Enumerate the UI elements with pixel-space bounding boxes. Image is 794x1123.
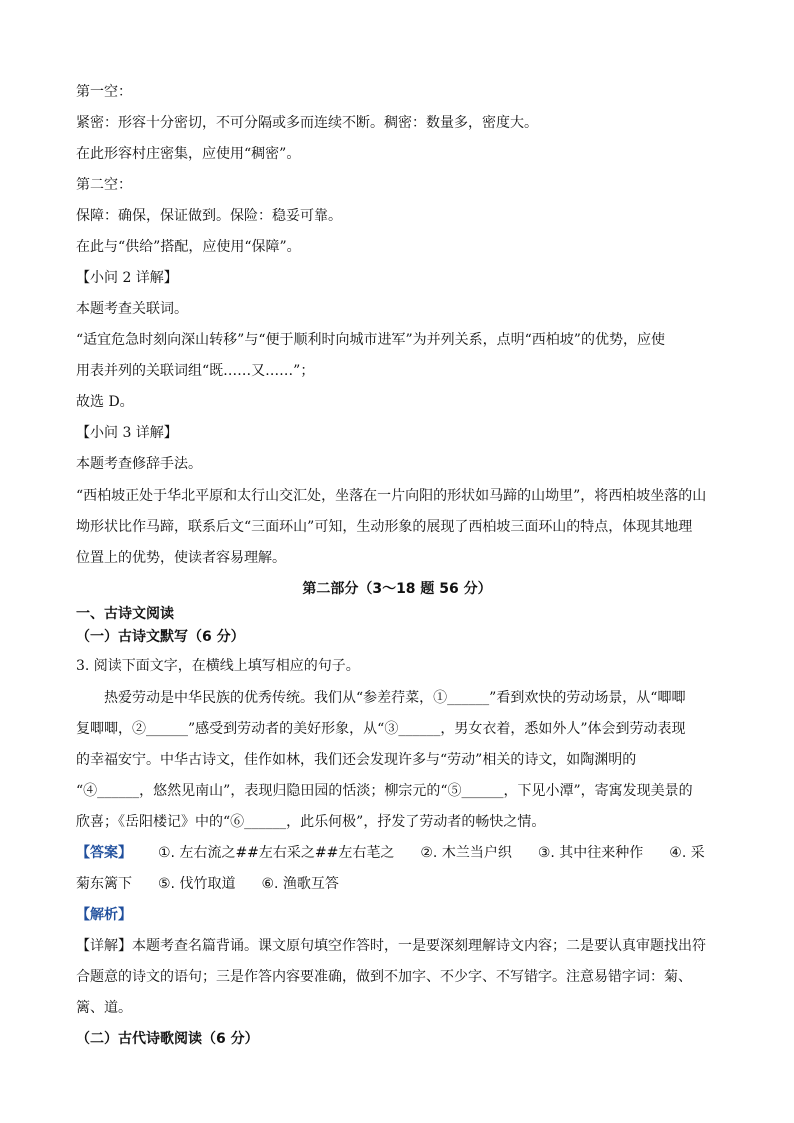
answer-item: ②. 木兰当户织	[420, 845, 512, 861]
passage-line: “④______，悠然见南山”，表现归隐田园的恬淡；柳宗元的“⑤______，下见小潭”，寄寓发现美景的	[76, 783, 693, 799]
text-line: 在此形容村庄密集，应使用“稠密”。	[76, 146, 301, 162]
answer-item: ⑤. 伐竹取道	[158, 876, 236, 892]
answer-item: ①. 左右流之##左右采之##左右芼之	[158, 845, 395, 861]
text-line: 第一空：	[76, 84, 132, 100]
subsection-title: （二）古代诗歌阅读（6 分）	[76, 1031, 259, 1047]
analysis-label: 【解析】	[76, 907, 132, 923]
text-line: 用表并列的关联词组“既……又……”；	[76, 363, 315, 379]
text-line: 第二空：	[76, 177, 132, 193]
text-line: “西柏坡正处于华北平原和太行山交汇处，坐落在一片向阳的形状如马蹄的山坳里”，将西柏坡坐落的山	[76, 488, 707, 504]
text-line: “适宜危急时刻向深山转移”与“便于顺利时向城市进军”为并列关系，点明“西柏坡”的优势，应使	[76, 332, 665, 348]
text-line: 在此与“供给”搭配，应使用“保障”。	[76, 239, 301, 255]
passage-line: 复唧唧，②______”感受到劳动者的美好形象，从“③______，男女衣着，悉如外人”体会到劳动表现	[76, 721, 686, 737]
text-line: 【详解】本题考查名篇背诵。课文原句填空作答时，一是要深刻理解诗文内容；二是要认真审题找出符	[76, 938, 706, 954]
answer-item: ⑥. 渔歌互答	[261, 876, 339, 892]
text-line: 故选 D。	[76, 394, 134, 410]
answer-line	[76, 874, 726, 894]
question-stem: 3. 阅读下面文字，在横线上填写相应的句子。	[76, 658, 360, 674]
passage-line: 热爱劳动是中华民族的优秀传统。我们从“参差荇菜，①______”看到欢快的劳动场景，从“唧唧	[104, 690, 686, 706]
section-heading: 【小问 3 详解】	[76, 425, 178, 441]
text-line: 坳形状比作马蹄，联系后文“三面环山”可知，生动形象的展现了西柏坡三面环山的特点，体现其地理	[76, 519, 693, 535]
text-line: 本题考查修辞手法。	[76, 456, 202, 472]
passage-line: 的幸福安宁。中华古诗文，佳作如林，我们还会发现许多与“劳动”相关的诗文，如陶渊明的	[76, 752, 637, 768]
text-line: 篱、道。	[76, 1000, 132, 1016]
text-line: 合题意的诗文的语句；三是作答内容要准确，做到不加字、不少字、不写错字。注意易错字词：菊、	[76, 969, 692, 985]
answer-item: 菊东篱下	[76, 876, 132, 892]
text-line: 保障：确保，保证做到。保险：稳妥可靠。	[76, 208, 342, 224]
subsection-title: （一）古诗文默写（6 分）	[76, 629, 245, 645]
text-line: 紧密：形容十分密切，不可分隔或多而连续不断。稠密：数量多，密度大。	[76, 115, 538, 131]
passage-line: 欣喜；《岳阳楼记》中的“⑥______，此乐何极”，抒发了劳动者的畅快之情。	[76, 814, 546, 830]
part-title: 第二部分（3～18 题 56 分）	[302, 581, 492, 597]
text-line: 本题考查关联词。	[76, 301, 188, 317]
answer-label: 【答案】	[76, 845, 132, 861]
answer-item: ③. 其中往来种作	[537, 845, 644, 861]
answer-item: ④. 采	[669, 845, 705, 861]
section-title: 一、古诗文阅读	[76, 606, 174, 622]
text-line: 位置上的优势，使读者容易理解。	[76, 550, 286, 566]
section-heading: 【小问 2 详解】	[76, 270, 178, 286]
answer-line	[76, 843, 726, 863]
